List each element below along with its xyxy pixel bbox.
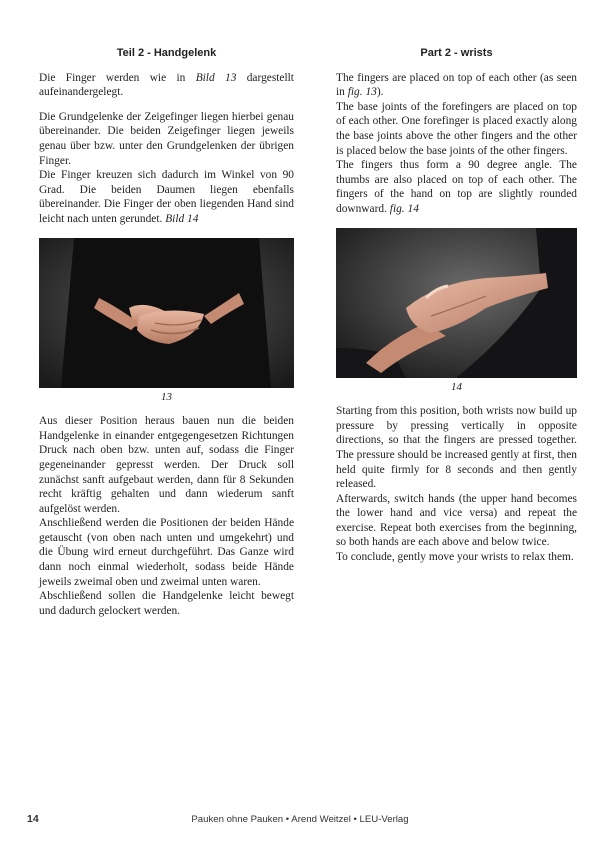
german-paragraph-6: Abschließend sollen die Handgelenke leicht bewegt und dadurch gelockert werden. bbox=[39, 590, 294, 617]
german-paragraph-3-ref: Bild 14 bbox=[165, 212, 199, 225]
english-intro-text: The fingers are placed on top of each other (as seen in bbox=[336, 71, 577, 99]
english-paragraph-3-text: The fingers thus form a 90 degree angle. The thumbs are also placed on top of each other. The fingers of the hand on top are slightly rounded downward. bbox=[336, 159, 577, 215]
english-intro bbox=[336, 71, 577, 100]
german-paragraph-5: Anschließend werden die Positionen der beiden Hände getauscht (von oben nach unten und umgekehrt) und die Übung wird erneut durchgeführt. Das Ganze wird dann noch einmal wiederholt, sodass beide Hände jeweils zweimal oben und zweimal unten waren. bbox=[39, 517, 294, 588]
german-paragraph-3 bbox=[39, 168, 294, 226]
german-column bbox=[39, 46, 294, 618]
photo-13 bbox=[39, 238, 294, 388]
english-heading: Part 2 - wrists bbox=[420, 47, 493, 59]
english-paragraph-3-ref: fig. 14 bbox=[389, 202, 419, 215]
english-intro-ref: fig. 13 bbox=[347, 86, 377, 99]
english-paragraph-5: Afterwards, switch hands (the upper hand becomes the lower hand and vice versa) and repeat the exercise. Repeat both exercises from the beginning, so both hands are each above and below twice. bbox=[336, 492, 577, 549]
german-intro-text-end: dargestellt aufeinandergelegt. bbox=[39, 71, 294, 99]
footer-credits: Pauken ohne Pauken • Arend Weitzel • LEU-Verlag bbox=[191, 814, 409, 825]
german-intro bbox=[39, 71, 294, 100]
german-heading: Teil 2 - Handgelenk bbox=[116, 47, 217, 59]
english-paragraph-4: Starting from this position, both wrists now build up pressure by pressing vertically in opposite directions, so that the fingers are pressed together. The pressure should be increased gently at first, then held quite firmly for 8 seconds and then gently released. bbox=[336, 405, 577, 491]
german-intro-text: Die Finger werden wie in bbox=[39, 71, 196, 84]
caption-13: 13 bbox=[161, 390, 172, 403]
german-paragraph-2: Die Grundgelenke der Zeigefinger liegen hierbei genau übereinander. Die beiden Zeigefinger liegen jeweils genau über bzw. unter den Grundgelenken der übrigen Finger. bbox=[39, 110, 294, 167]
german-intro-ref: Bild 13 bbox=[195, 71, 237, 84]
english-column bbox=[336, 46, 577, 565]
caption-14: 14 bbox=[451, 380, 462, 393]
german-paragraph-3-text: Die Finger kreuzen sich dadurch im Winkel von 90 Grad. Die beiden Daumen liegen ebenfalls übereinander. Die Finger der oben liegenden Hand sind leicht nach unten gerundet. bbox=[39, 169, 294, 225]
english-paragraph-2: The base joints of the forefingers are placed on top of each other. One forefinger is placed exactly along the base joints above the other fingers and the other is placed below the base joints of the other fingers. bbox=[336, 100, 577, 157]
english-paragraph-3 bbox=[336, 158, 577, 216]
german-paragraph-4: Aus dieser Position heraus bauen nun die beiden Handgelenke in einander entgegengesetzen Richtungen Druck nach oben bzw. unten auf, sodass die Finger gegeneinander gepresst werden. Der Druck soll zunächst sanft aufgebaut werden, dann für 8 Sekunden recht kräftig gehalten und dann wiederum sanft aufgelöst werden. bbox=[39, 415, 294, 515]
english-intro-text-end: ). bbox=[376, 86, 384, 99]
photo-14 bbox=[336, 228, 577, 378]
page-number: 14 bbox=[27, 813, 39, 825]
english-paragraph-6: To conclude, gently move your wrists to relax them. bbox=[336, 551, 574, 564]
